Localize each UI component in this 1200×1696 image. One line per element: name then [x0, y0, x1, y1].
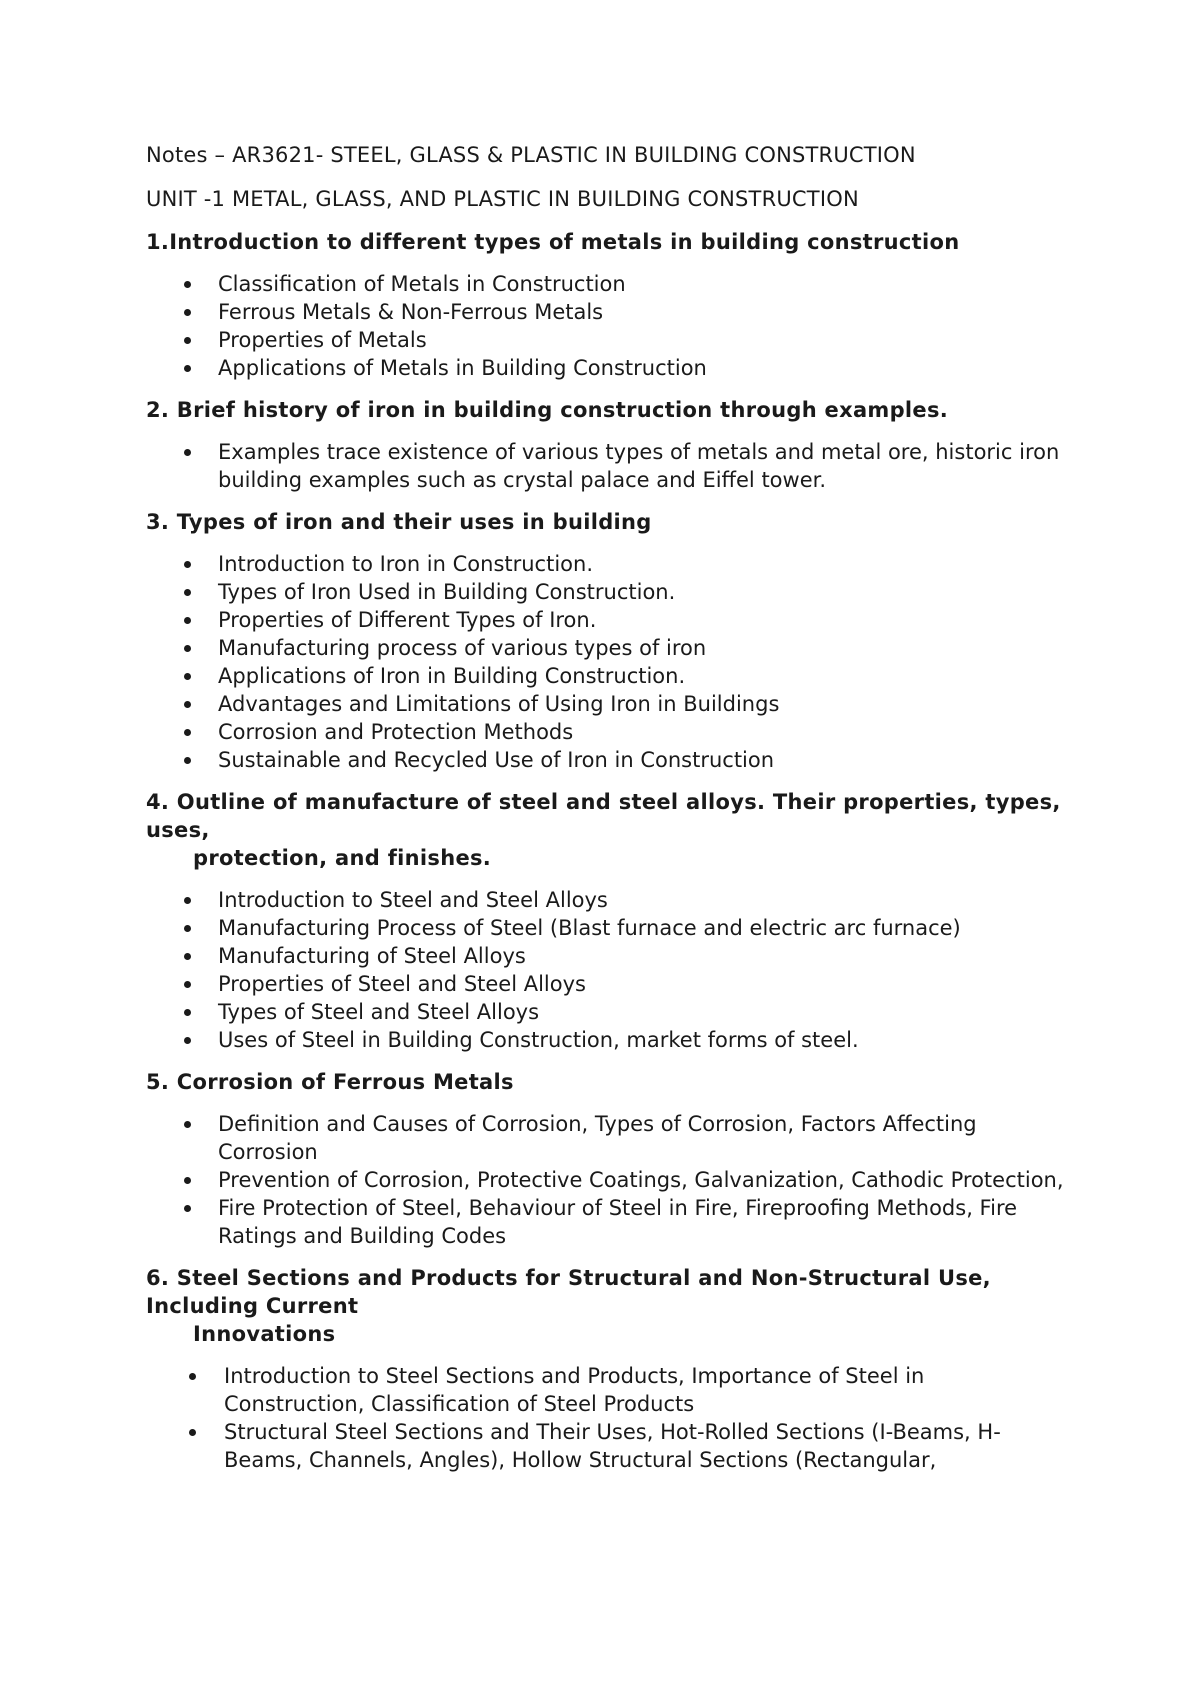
- list-item-text: Properties of Metals: [218, 328, 427, 352]
- bullet-icon: [184, 925, 191, 932]
- list-item: [146, 634, 1066, 662]
- bullet-icon: [184, 1037, 191, 1044]
- list-item-text: Classification of Metals in Construction: [218, 272, 626, 296]
- section-3-list: [146, 550, 1066, 774]
- bullet-icon: [184, 757, 191, 764]
- bullet-icon: [184, 561, 191, 568]
- list-item: [146, 970, 1066, 998]
- list-item-text: Ferrous Metals & Non-Ferrous Metals: [218, 300, 604, 324]
- list-item: [146, 1362, 1066, 1418]
- list-item: [146, 298, 1066, 326]
- bullet-icon: [184, 701, 191, 708]
- list-item: [146, 1026, 1066, 1054]
- list-item-text: Types of Steel and Steel Alloys: [218, 1000, 540, 1024]
- section-6-heading-continuation: Innovations: [193, 1322, 336, 1346]
- bullet-icon: [184, 1121, 191, 1128]
- bullet-icon: [184, 1177, 191, 1184]
- list-item-text: Uses of Steel in Building Construction, market forms of steel.: [218, 1028, 859, 1052]
- list-item-text: Introduction to Steel and Steel Alloys: [218, 888, 608, 912]
- list-item: [146, 690, 1066, 718]
- list-item: [146, 1194, 1066, 1250]
- document-page: [146, 140, 1066, 1488]
- section-5-list: [146, 1110, 1066, 1250]
- list-item-text: Structural Steel Sections and Their Uses, Hot-Rolled Sections (I-Beams, H-Beams, Channels, Angles), Hollow Structural Sections (Rectangular,: [224, 1420, 1001, 1472]
- section-6-list: [146, 1362, 1066, 1474]
- bullet-icon: [184, 281, 191, 288]
- list-item-text: Introduction to Iron in Construction.: [218, 552, 594, 576]
- list-item-text: Properties of Steel and Steel Alloys: [218, 972, 586, 996]
- bullet-icon: [184, 365, 191, 372]
- section-6-heading-text: 6. Steel Sections and Products for Structural and Non-Structural Use, Including Current: [146, 1266, 991, 1318]
- list-item-text: Applications of Iron in Building Construction.: [218, 664, 686, 688]
- list-item: [146, 606, 1066, 634]
- list-item-text: Prevention of Corrosion, Protective Coatings, Galvanization, Cathodic Protection,: [218, 1168, 1064, 1192]
- list-item: [146, 1418, 1066, 1474]
- section-6-heading: [146, 1264, 1066, 1348]
- section-1-heading: 1.Introduction to different types of metals in building construction: [146, 230, 960, 254]
- section-4-heading-text: 4. Outline of manufacture of steel and steel alloys. Their properties, types, uses,: [146, 790, 1061, 842]
- bullet-icon: [184, 1205, 191, 1212]
- list-item: [146, 662, 1066, 690]
- list-item-text: Corrosion and Protection Methods: [218, 720, 574, 744]
- list-item: [146, 886, 1066, 914]
- bullet-icon: [184, 589, 191, 596]
- unit-title: UNIT -1 METAL, GLASS, AND PLASTIC IN BUILDING CONSTRUCTION: [146, 187, 859, 211]
- list-item-text: Sustainable and Recycled Use of Iron in Construction: [218, 748, 775, 772]
- bullet-icon: [184, 337, 191, 344]
- list-item-text: Manufacturing of Steel Alloys: [218, 944, 526, 968]
- section-3-heading: 3. Types of iron and their uses in building: [146, 510, 652, 534]
- bullet-icon: [184, 449, 191, 456]
- section-5-heading: 5. Corrosion of Ferrous Metals: [146, 1070, 514, 1094]
- bullet-icon: [184, 953, 191, 960]
- section-4-heading-continuation: protection, and finishes.: [193, 846, 492, 870]
- list-item-text: Types of Iron Used in Building Construction.: [218, 580, 676, 604]
- bullet-icon: [189, 1373, 196, 1380]
- list-item: [146, 1110, 1066, 1166]
- list-item: [146, 746, 1066, 774]
- bullet-icon: [184, 645, 191, 652]
- bullet-icon: [184, 729, 191, 736]
- bullet-icon: [184, 673, 191, 680]
- list-item: [146, 550, 1066, 578]
- section-4-list: [146, 886, 1066, 1054]
- list-item: [146, 718, 1066, 746]
- bullet-icon: [184, 897, 191, 904]
- list-item-text: Introduction to Steel Sections and Products, Importance of Steel in Construction, Classification of Steel Products: [224, 1364, 925, 1416]
- section-4-heading: [146, 788, 1066, 872]
- section-1-list: [146, 270, 1066, 382]
- list-item: [146, 914, 1066, 942]
- list-item-text: Advantages and Limitations of Using Iron in Buildings: [218, 692, 780, 716]
- list-item: [146, 326, 1066, 354]
- bullet-icon: [184, 1009, 191, 1016]
- document-title: Notes – AR3621- STEEL, GLASS & PLASTIC IN BUILDING CONSTRUCTION: [146, 143, 916, 167]
- section-2-list: [146, 438, 1066, 494]
- list-item-text: Manufacturing Process of Steel (Blast furnace and electric arc furnace): [218, 916, 961, 940]
- bullet-icon: [189, 1429, 196, 1436]
- list-item: [146, 998, 1066, 1026]
- section-2-heading: 2. Brief history of iron in building construction through examples.: [146, 398, 949, 422]
- list-item: [146, 578, 1066, 606]
- list-item-text: Definition and Causes of Corrosion, Types of Corrosion, Factors Affecting Corrosion: [218, 1112, 977, 1164]
- list-item-text: Examples trace existence of various types of metals and metal ore, historic iron building examples such as crystal palace and Eiffel tower.: [218, 440, 1060, 492]
- list-item-text: Applications of Metals in Building Construction: [218, 356, 707, 380]
- bullet-icon: [184, 309, 191, 316]
- list-item: [146, 942, 1066, 970]
- bullet-icon: [184, 617, 191, 624]
- list-item: [146, 438, 1066, 494]
- list-item: [146, 270, 1066, 298]
- list-item-text: Fire Protection of Steel, Behaviour of Steel in Fire, Fireproofing Methods, Fire Ratings and Building Codes: [218, 1196, 1018, 1248]
- list-item-text: Manufacturing process of various types of iron: [218, 636, 707, 660]
- bullet-icon: [184, 981, 191, 988]
- list-item: [146, 1166, 1066, 1194]
- list-item: [146, 354, 1066, 382]
- list-item-text: Properties of Different Types of Iron.: [218, 608, 597, 632]
